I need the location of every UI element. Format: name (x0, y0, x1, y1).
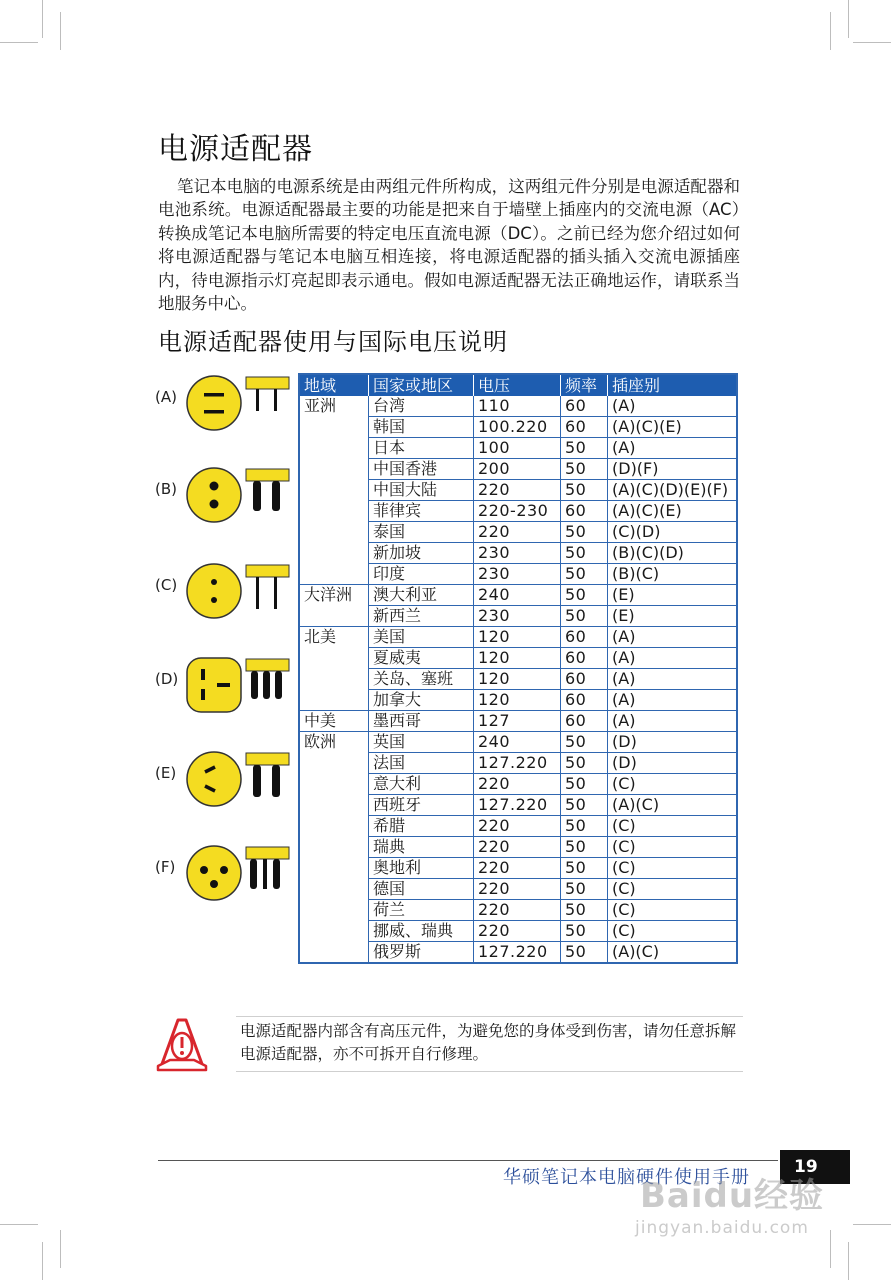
country-cell: 印度 (369, 564, 474, 585)
frequency-cell: 50 (561, 879, 608, 900)
plug-type-cell: (E) (608, 606, 738, 627)
voltage-cell: 100 (474, 438, 561, 459)
plug-c (155, 562, 295, 622)
plug-e-side-icon (245, 752, 290, 800)
plug-d (155, 656, 295, 716)
country-cell: 韩国 (369, 417, 474, 438)
frequency-cell: 50 (561, 816, 608, 837)
plug-type-cell: (C) (608, 774, 738, 795)
country-cell: 荷兰 (369, 900, 474, 921)
plug-f-side-icon (245, 846, 290, 894)
country-cell: 台湾 (369, 396, 474, 417)
country-cell: 菲律宾 (369, 501, 474, 522)
crop-mark (42, 0, 43, 38)
plug-type-cell: (A) (608, 669, 738, 690)
crop-mark (60, 1230, 61, 1268)
country-cell: 新加坡 (369, 543, 474, 564)
region-cell: 大洋洲 (299, 585, 369, 627)
country-cell: 日本 (369, 438, 474, 459)
plug-type-cell: (D) (608, 753, 738, 774)
crop-mark (0, 42, 38, 43)
crop-mark (848, 1242, 849, 1280)
country-cell: 关岛、塞班 (369, 669, 474, 690)
plug-b-face-icon (185, 466, 243, 524)
plug-label: (B) (155, 480, 177, 498)
country-cell: 新西兰 (369, 606, 474, 627)
voltage-cell: 220 (474, 879, 561, 900)
section-subtitle: 电源适配器使用与国际电压说明 (158, 328, 508, 356)
country-cell: 夏威夷 (369, 648, 474, 669)
voltage-cell: 200 (474, 459, 561, 480)
frequency-cell: 60 (561, 501, 608, 522)
country-cell: 奥地利 (369, 858, 474, 879)
voltage-cell: 220 (474, 522, 561, 543)
region-cell: 中美 (299, 711, 369, 732)
country-cell: 瑞典 (369, 837, 474, 858)
frequency-cell: 60 (561, 648, 608, 669)
plug-type-cell: (A) (608, 690, 738, 711)
crop-mark (848, 0, 849, 38)
frequency-cell: 50 (561, 942, 608, 964)
voltage-cell: 230 (474, 606, 561, 627)
voltage-cell: 127.220 (474, 753, 561, 774)
plug-type-cell: (C) (608, 900, 738, 921)
table-header-row (299, 374, 737, 396)
watermark-logo: Baidu经验 (640, 1176, 825, 1216)
table-row (299, 732, 737, 753)
plug-type-cell: (C) (608, 879, 738, 900)
column-header: 插座别 (608, 374, 738, 396)
plug-type-cell: (A)(C)(E) (608, 501, 738, 522)
country-cell: 俄罗斯 (369, 942, 474, 964)
plug-type-cell: (C) (608, 858, 738, 879)
country-cell: 泰国 (369, 522, 474, 543)
plug-label: (D) (155, 670, 179, 688)
crop-mark (830, 1230, 831, 1268)
plug-c-face-icon (185, 562, 243, 620)
frequency-cell: 50 (561, 438, 608, 459)
column-header: 频率 (561, 374, 608, 396)
table-body (299, 396, 737, 963)
voltage-cell: 220 (474, 858, 561, 879)
country-cell: 挪威、瑞典 (369, 921, 474, 942)
warning-note: 电源适配器内部含有高压元件，为避免您的身体受到伤害，请勿任意拆解电源适配器，亦不可拆开自行修理。 (236, 1016, 743, 1072)
frequency-cell: 50 (561, 564, 608, 585)
plug-label: (E) (155, 764, 177, 782)
voltage-cell: 240 (474, 732, 561, 753)
page-title: 电源适配器 (158, 132, 313, 167)
voltage-cell: 127.220 (474, 942, 561, 964)
plug-type-cell: (D)(F) (608, 459, 738, 480)
plug-e-face-icon (185, 750, 243, 808)
frequency-cell: 50 (561, 522, 608, 543)
page-number: 19 (780, 1150, 850, 1184)
frequency-cell: 60 (561, 690, 608, 711)
country-cell: 英国 (369, 732, 474, 753)
voltage-cell: 240 (474, 585, 561, 606)
plug-d-face-icon (185, 656, 243, 714)
column-header: 国家或地区 (369, 374, 474, 396)
plug-type-cell: (A)(C) (608, 795, 738, 816)
plug-label: (C) (155, 576, 178, 594)
plug-e (155, 750, 295, 810)
country-cell: 加拿大 (369, 690, 474, 711)
crop-mark (830, 12, 831, 50)
plug-type-cell: (B)(C) (608, 564, 738, 585)
voltage-cell: 230 (474, 543, 561, 564)
column-header: 地域 (299, 374, 369, 396)
plug-type-cell: (A)(C)(D)(E)(F) (608, 480, 738, 501)
plug-type-cell: (A) (608, 396, 738, 417)
frequency-cell: 50 (561, 900, 608, 921)
country-cell: 德国 (369, 879, 474, 900)
plug-c-side-icon (245, 564, 290, 612)
plug-f-face-icon (185, 844, 243, 902)
plug-type-cell: (C)(D) (608, 522, 738, 543)
plug-f (155, 844, 295, 904)
region-cell: 欧洲 (299, 732, 369, 964)
frequency-cell: 50 (561, 921, 608, 942)
country-cell: 法国 (369, 753, 474, 774)
table-row (299, 585, 737, 606)
frequency-cell: 50 (561, 753, 608, 774)
plug-type-cell: (C) (608, 816, 738, 837)
voltage-cell: 120 (474, 627, 561, 648)
crop-mark (853, 1224, 891, 1225)
country-cell: 澳大利亚 (369, 585, 474, 606)
plug-type-cell: (C) (608, 921, 738, 942)
voltage-cell: 220-230 (474, 501, 561, 522)
frequency-cell: 60 (561, 669, 608, 690)
frequency-cell: 50 (561, 774, 608, 795)
frequency-cell: 50 (561, 837, 608, 858)
plug-type-cell: (A) (608, 648, 738, 669)
intro-paragraph: 笔记本电脑的电源系统是由两组元件所构成，这两组元件分别是电源适配器和电池系统。电源适配器最主要的功能是把来自于墙壁上插座内的交流电源（AC）转换成笔记本电脑所需要的特定电压直流电源（DC）。之前已经为您介绍过如何将电源适配器与笔记本电脑互相连接，将电源适配器的插头插入交流电源插座内，待电源指示灯亮起即表示通电。假如电源适配器无法正确地运作，请联系当地服务中心。 (158, 177, 740, 314)
country-cell: 意大利 (369, 774, 474, 795)
frequency-cell: 50 (561, 459, 608, 480)
plug-type-cell: (C) (608, 837, 738, 858)
watermark-url: jingyan.baidu.com (635, 1218, 809, 1238)
voltage-cell: 220 (474, 837, 561, 858)
table-row (299, 711, 737, 732)
country-cell: 中国大陆 (369, 480, 474, 501)
country-cell: 希腊 (369, 816, 474, 837)
plug-type-cell: (A)(C)(E) (608, 417, 738, 438)
column-header: 电压 (474, 374, 561, 396)
footer-title: 华硕笔记本电脑硬件使用手册 (503, 1167, 750, 1188)
frequency-cell: 50 (561, 858, 608, 879)
plug-type-cell: (A)(C) (608, 942, 738, 964)
frequency-cell: 50 (561, 732, 608, 753)
plug-label: (A) (155, 388, 177, 406)
plug-type-cell: (A) (608, 711, 738, 732)
crop-mark (60, 12, 61, 50)
region-cell: 亚洲 (299, 396, 369, 585)
voltage-cell: 120 (474, 648, 561, 669)
voltage-cell: 100.220 (474, 417, 561, 438)
voltage-cell: 220 (474, 921, 561, 942)
voltage-cell: 220 (474, 816, 561, 837)
plug-a (155, 374, 295, 434)
plug-b-side-icon (245, 468, 290, 516)
voltage-cell: 220 (474, 774, 561, 795)
frequency-cell: 60 (561, 396, 608, 417)
frequency-cell: 60 (561, 417, 608, 438)
plug-b (155, 466, 295, 526)
plug-d-side-icon (245, 658, 290, 706)
frequency-cell: 50 (561, 543, 608, 564)
voltage-cell: 220 (474, 480, 561, 501)
voltage-cell: 220 (474, 900, 561, 921)
plug-type-cell: (A) (608, 438, 738, 459)
country-cell: 美国 (369, 627, 474, 648)
table-row (299, 396, 737, 417)
plug-label: (F) (155, 858, 176, 876)
plug-a-face-icon (185, 374, 243, 432)
frequency-cell: 60 (561, 711, 608, 732)
frequency-cell: 50 (561, 795, 608, 816)
crop-mark (42, 1242, 43, 1280)
frequency-cell: 50 (561, 585, 608, 606)
region-cell: 北美 (299, 627, 369, 711)
voltage-table (298, 373, 738, 964)
voltage-cell: 110 (474, 396, 561, 417)
frequency-cell: 60 (561, 627, 608, 648)
plug-a-side-icon (245, 376, 290, 424)
voltage-cell: 120 (474, 669, 561, 690)
table-row (299, 627, 737, 648)
plug-type-cell: (A) (608, 627, 738, 648)
warning-triangle-icon (156, 1016, 208, 1074)
voltage-cell: 230 (474, 564, 561, 585)
country-cell: 西班牙 (369, 795, 474, 816)
frequency-cell: 50 (561, 480, 608, 501)
footer-rule (158, 1160, 778, 1161)
voltage-cell: 127.220 (474, 795, 561, 816)
voltage-cell: 127 (474, 711, 561, 732)
frequency-cell: 50 (561, 606, 608, 627)
plug-type-cell: (D) (608, 732, 738, 753)
voltage-cell: 120 (474, 690, 561, 711)
crop-mark (853, 42, 891, 43)
country-cell: 墨西哥 (369, 711, 474, 732)
crop-mark (0, 1224, 38, 1225)
country-cell: 中国香港 (369, 459, 474, 480)
plug-type-cell: (B)(C)(D) (608, 543, 738, 564)
plug-type-cell: (E) (608, 585, 738, 606)
